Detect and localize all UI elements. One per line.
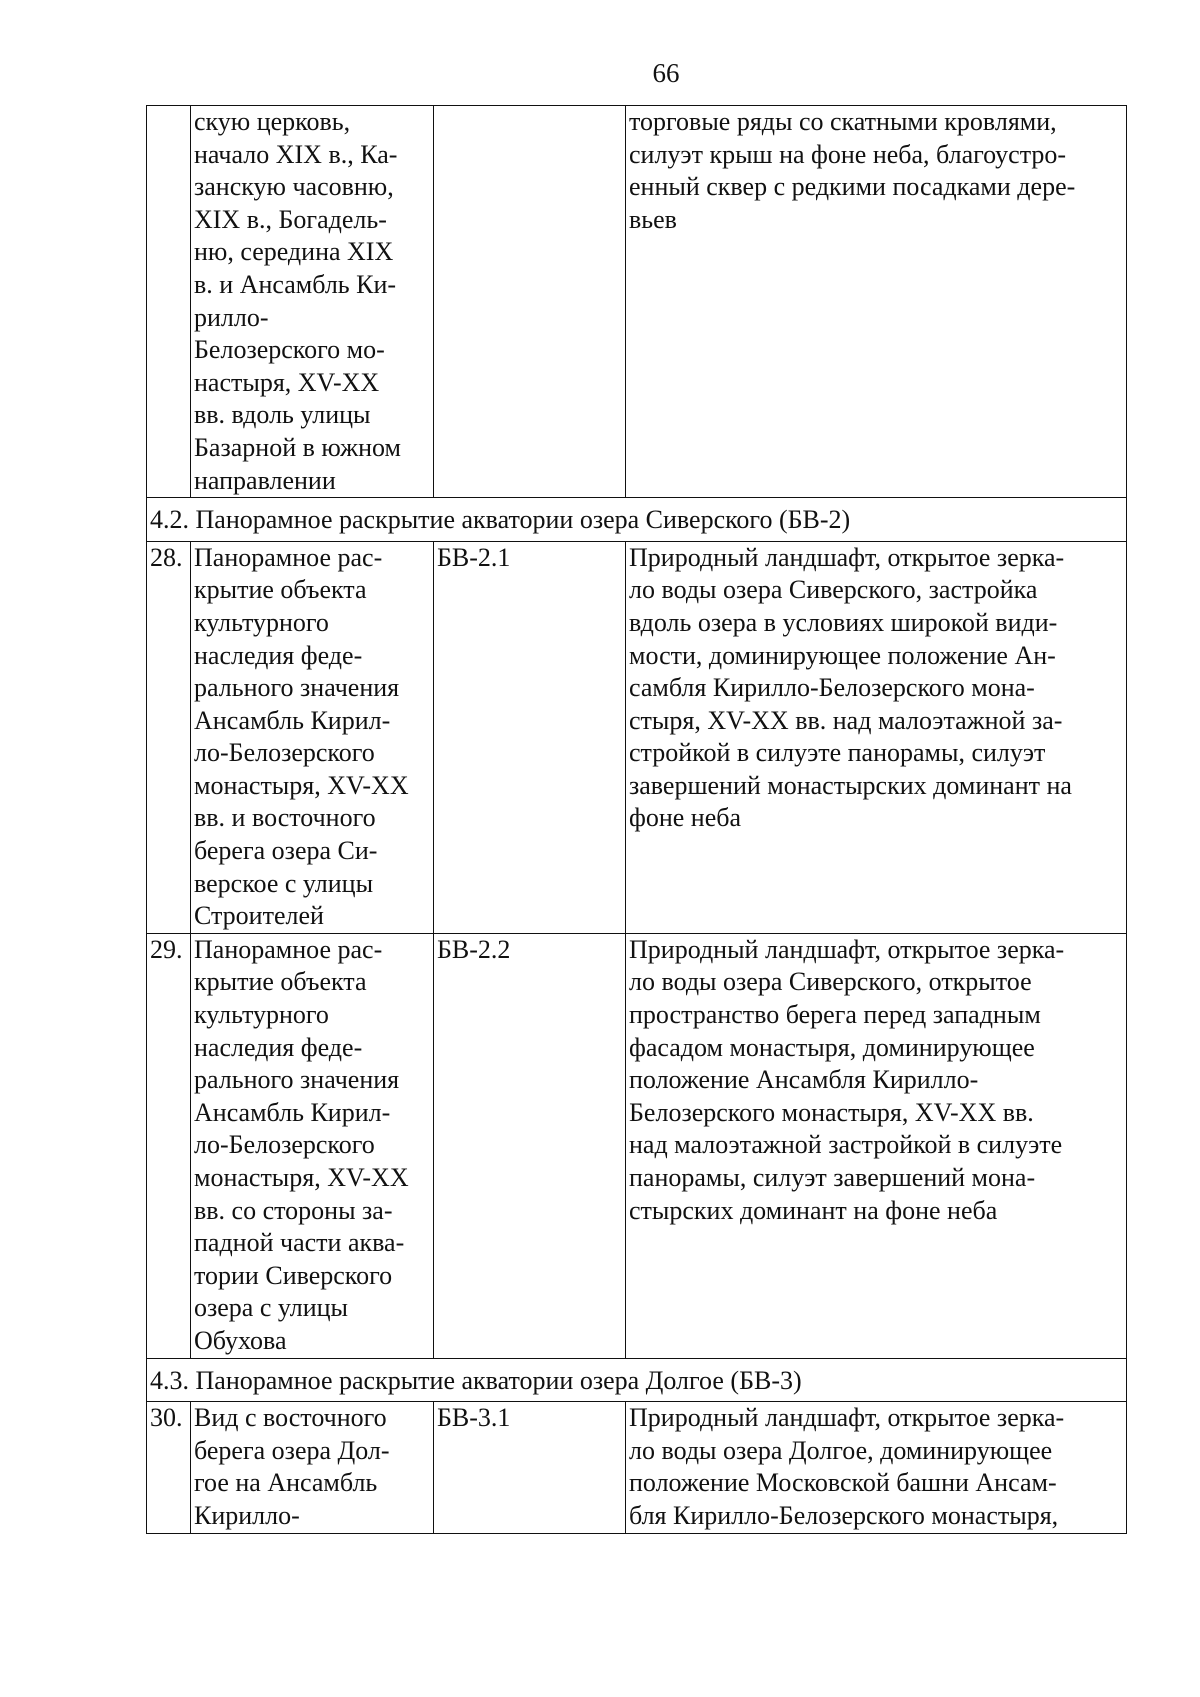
- description-line: самбля Кирилло-Белозерского мона-: [629, 673, 1035, 703]
- section-header-row: [147, 498, 1127, 542]
- table-row: [147, 933, 1127, 1358]
- description-line: ло воды озера Сиверского, открытое: [629, 967, 1032, 997]
- object-name-line: Ансамбль Кирил-: [194, 1097, 391, 1127]
- object-name-line: монастыря, XV-XX: [194, 1163, 409, 1192]
- table-body: [147, 106, 1127, 1534]
- object-name-line: направлении: [194, 465, 336, 495]
- object-name-line: Панорамное рас-: [194, 934, 383, 964]
- object-name-line: настыря, XV-XX: [194, 367, 380, 397]
- description-line: Белозерского монастыря, XV-XX вв.: [629, 1097, 1034, 1127]
- row-number-cell: 28.: [147, 541, 191, 933]
- object-name-line: ло-Белозерского: [194, 1130, 375, 1160]
- description-cell: [626, 106, 1127, 498]
- description-line: положение Московской башни Ансам-: [629, 1468, 1057, 1498]
- object-name-line: крытие объекта: [194, 575, 367, 605]
- object-name-line: Кирилло-: [194, 1500, 300, 1530]
- object-name-line: озера с улицы: [194, 1293, 349, 1323]
- section-title: 4.2. Панорамное раскрытие акватории озера Сиверского (БВ-2): [147, 498, 1127, 542]
- object-name-line: Белозерского мо-: [194, 335, 385, 365]
- section-title: 4.3. Панорамное раскрытие акватории озера Долгое (БВ-3): [147, 1358, 1127, 1402]
- object-name-line: рального значения: [194, 673, 400, 703]
- description-line: Природный ландшафт, открытое зерка-: [629, 934, 1065, 964]
- object-name-line: рилло-: [194, 302, 269, 332]
- description-line: ло воды озера Сиверского, застройка: [629, 575, 1038, 605]
- description-line: силуэт крыш на фоне неба, благоустро-: [629, 139, 1067, 169]
- object-name-line: рального значения: [194, 1065, 400, 1095]
- description-cell: [626, 933, 1127, 1358]
- object-name-line: вв. и восточного: [194, 803, 376, 833]
- description-line: панорамы, силуэт завершений мона-: [629, 1163, 1036, 1192]
- description-line: мости, доминирующее положение Ан-: [629, 640, 1056, 670]
- object-name-line: скую церковь,: [194, 107, 351, 136]
- description-line: завершений монастырских доминант на: [629, 770, 1072, 800]
- object-name-line: монастыря, XV-XX: [194, 770, 409, 800]
- object-name-line: вв. вдоль улицы: [194, 400, 371, 430]
- row-number-cell: 30.: [147, 1402, 191, 1533]
- description-line: над малоэтажной застройкой в силуэте: [629, 1130, 1063, 1160]
- object-name-line: берега озера Си-: [194, 836, 378, 866]
- object-name-line: XIX в., Богадель-: [194, 204, 387, 234]
- description-line: бля Кирилло-Белозерского монастыря,: [629, 1500, 1059, 1530]
- description-line: енный сквер с редкими посадками дере-: [629, 172, 1076, 202]
- row-number-cell: [147, 106, 191, 498]
- code-cell: БВ-2.2: [434, 933, 626, 1358]
- description-cell: [626, 1402, 1127, 1533]
- code-cell: БВ-2.1: [434, 541, 626, 933]
- description-line: фасадом монастыря, доминирующее: [629, 1032, 1035, 1062]
- description-line: стройкой в силуэте панорамы, силуэт: [629, 738, 1046, 768]
- object-name-cell: [191, 541, 434, 933]
- object-name-line: тории Сиверского: [194, 1260, 393, 1290]
- object-name-cell: [191, 933, 434, 1358]
- object-name-line: культурного: [194, 1000, 329, 1030]
- description-line: вьев: [629, 204, 677, 234]
- section-header-row: [147, 1358, 1127, 1402]
- description-line: пространство берега перед западным: [629, 1000, 1041, 1030]
- table-row-continued: [147, 106, 1127, 498]
- object-name-line: культурного: [194, 607, 329, 637]
- object-name-line: вв. со стороны за-: [194, 1195, 393, 1225]
- description-cell: [626, 541, 1127, 933]
- object-name-line: Вид с восточного: [194, 1403, 387, 1433]
- code-cell: [434, 106, 626, 498]
- object-name-cell: [191, 1402, 434, 1533]
- object-name-line: берега озера Дол-: [194, 1435, 390, 1465]
- description-line: Природный ландшафт, открытое зерка-: [629, 542, 1065, 572]
- description-line: Природный ландшафт, открытое зерка-: [629, 1403, 1065, 1433]
- page-number: 66: [652, 58, 680, 88]
- object-name-line: наследия феде-: [194, 1032, 363, 1062]
- table-row: [147, 1402, 1127, 1533]
- description-line: торговые ряды со скатными кровлями,: [629, 107, 1057, 136]
- description-line: стырских доминант на фоне неба: [629, 1195, 998, 1225]
- object-name-line: Панорамное рас-: [194, 542, 383, 572]
- description-line: фоне неба: [629, 803, 742, 833]
- object-name-line: занскую часовню,: [194, 172, 394, 202]
- object-name-line: падной части аква-: [194, 1228, 405, 1258]
- object-name-cell: [191, 106, 434, 498]
- object-name-line: ло-Белозерского: [194, 738, 375, 768]
- row-number-cell: 29.: [147, 933, 191, 1358]
- object-name-line: в. и Ансамбль Ки-: [194, 269, 397, 299]
- table-row: [147, 541, 1127, 933]
- description-line: стыря, XV-XX вв. над малоэтажной за-: [629, 705, 1063, 735]
- object-name-line: начало XIX в., Ка-: [194, 139, 398, 169]
- object-name-line: Базарной в южном: [194, 432, 401, 462]
- object-name-line: ню, середина XIX: [194, 237, 394, 267]
- description-line: ло воды озера Долгое, доминирующее: [629, 1435, 1053, 1465]
- object-name-line: крытие объекта: [194, 967, 367, 997]
- code-cell: БВ-3.1: [434, 1402, 626, 1533]
- object-name-line: Ансамбль Кирил-: [194, 705, 391, 735]
- object-name-line: наследия феде-: [194, 640, 363, 670]
- description-line: вдоль озера в условиях широкой види-: [629, 607, 1058, 637]
- object-name-line: Строителей: [194, 901, 324, 931]
- object-name-line: верское с улицы: [194, 868, 374, 898]
- object-name-line: Обухова: [194, 1325, 287, 1355]
- object-name-line: гое на Ансамбль: [194, 1468, 378, 1498]
- document-table: [146, 105, 1127, 1534]
- description-line: положение Ансамбля Кирилло-: [629, 1065, 979, 1095]
